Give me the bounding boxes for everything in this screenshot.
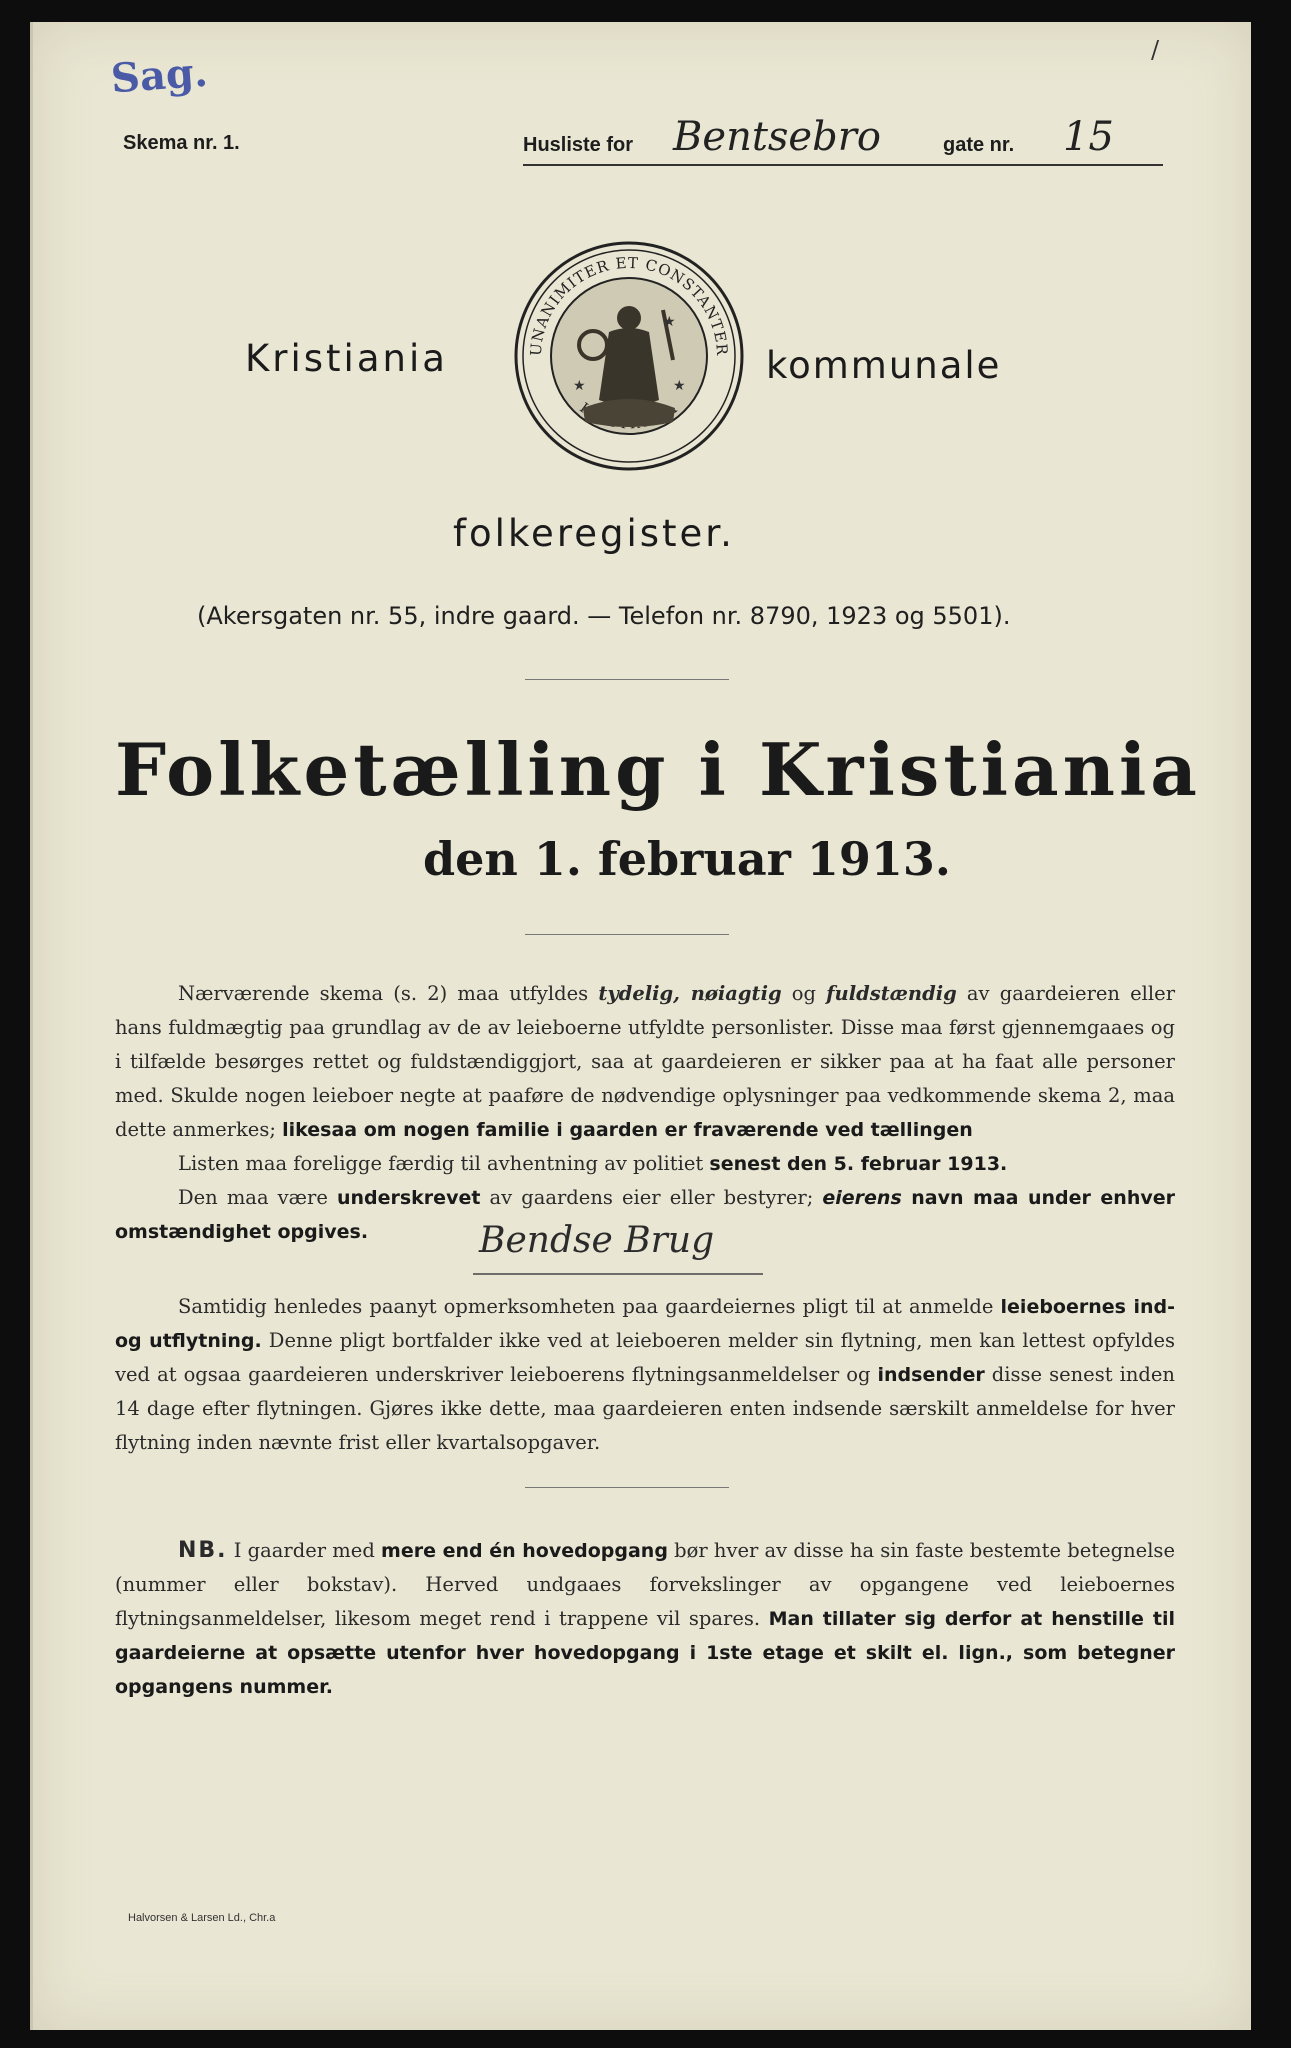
printer-imprint: Halvorsen & Larsen Ld., Chr.a [128, 1912, 276, 1924]
corner-mark: / [1151, 36, 1160, 64]
paragraph-4: Samtidig henledes paanyt opmerksomheten paa gaardeiernes pligt til at anmelde leieboernes ind- og utflytning. Denne pligt bortfalder ikke ved at leieboeren melder sin flytning, men kan lettest opfyldes ved at ogsaa gaardeieren underskriver leieboerens flytningsanmeldelser og indsender disse senest inden 14 dage efter flytningen. Gjøres ikke dette, maa gaardeieren enten indsende særskilt anmeldelse for hver flytning inden nævnte frist eller kvartalsopgaver. [115, 1295, 1176, 1454]
paragraph-2: Listen maa foreligge færdig til avhentning av politiet senest den 5. februar 1913. [178, 1152, 1008, 1175]
signature-text: Bendse Brug [479, 1220, 715, 1261]
address-line: (Akersgaten nr. 55, indre gaard. — Telefon nr. 8790, 1923 og 5501). [197, 602, 1011, 630]
document-title: Folketælling i Kristiania [115, 727, 1201, 812]
nb-block [115, 1534, 1175, 1704]
seal-motto: UNANIMITER ET CONSTANTER [526, 253, 732, 357]
divider [525, 679, 729, 680]
house-list-line [523, 114, 1163, 166]
masthead-right: kommunale [766, 344, 1002, 387]
instructions-block [115, 977, 1175, 1249]
divider [525, 1487, 729, 1488]
gate-label: gate nr. [943, 134, 1015, 156]
house-number-handwritten: 15 [1063, 114, 1114, 160]
nb-paragraph: NB. I gaarder med mere end én hovedopgang bør hver av disse ha sin faste bestemte betegnelse (nummer eller bokstav). Herved undgaaes forvekslinger av opgangene ved leieboernes flytningsanmeldelser, likesom meget rend i trappene vil spares. Man tillater sig derfor at henstille til gaardeierne at opsætte utenfor hver hovedopgang i 1ste etage et skilt el. lign., som betegner opgangens nummer. [115, 1538, 1175, 1698]
street-name-handwritten: Bentsebro [673, 114, 881, 160]
husliste-label: Husliste for [523, 134, 634, 156]
divider [525, 934, 729, 935]
svg-text:★: ★ [673, 378, 686, 394]
moving-notice [115, 1290, 1175, 1460]
masthead-left: Kristiania [245, 337, 448, 380]
owner-signature [473, 1212, 793, 1282]
form-number: Skema nr. 1. [123, 132, 240, 154]
sag-stamp: Sag. [109, 48, 210, 103]
paragraph-1: Nærværende skema (s. 2) maa utfyldes tydelig, nøiagtig og fuldstændig av gaardeieren eller hans fuldmægtig paa grundlag av de av leieboerne utfyldte personlister. Disse maa først gjennemgaaes og i tilfælde besørges rettet og fuldstændiggjort, saa at gaardeieren er sikker paa at ha faat alle personer med. Skulde nogen leieboer negte at paaføre de nødvendige oplysninger paa vedkommende skema 2, maa dette anmerkes; likesaa om nogen familie i gaarden er fraværende ved tællingen [115, 982, 1176, 1141]
masthead-line2: folkeregister. [453, 512, 735, 555]
document-page [30, 22, 1251, 2030]
kristiania-seal [513, 240, 745, 472]
paragraph-3: Den maa være underskrevet av gaardens eier eller bestyrer; eierens navn maa under enhver omstændighet opgives. [115, 1186, 1175, 1243]
document-subtitle: den 1. februar 1913. [423, 832, 951, 886]
nb-label: NB. [178, 1538, 228, 1563]
svg-text:★: ★ [663, 314, 676, 330]
svg-text:★: ★ [573, 378, 586, 394]
